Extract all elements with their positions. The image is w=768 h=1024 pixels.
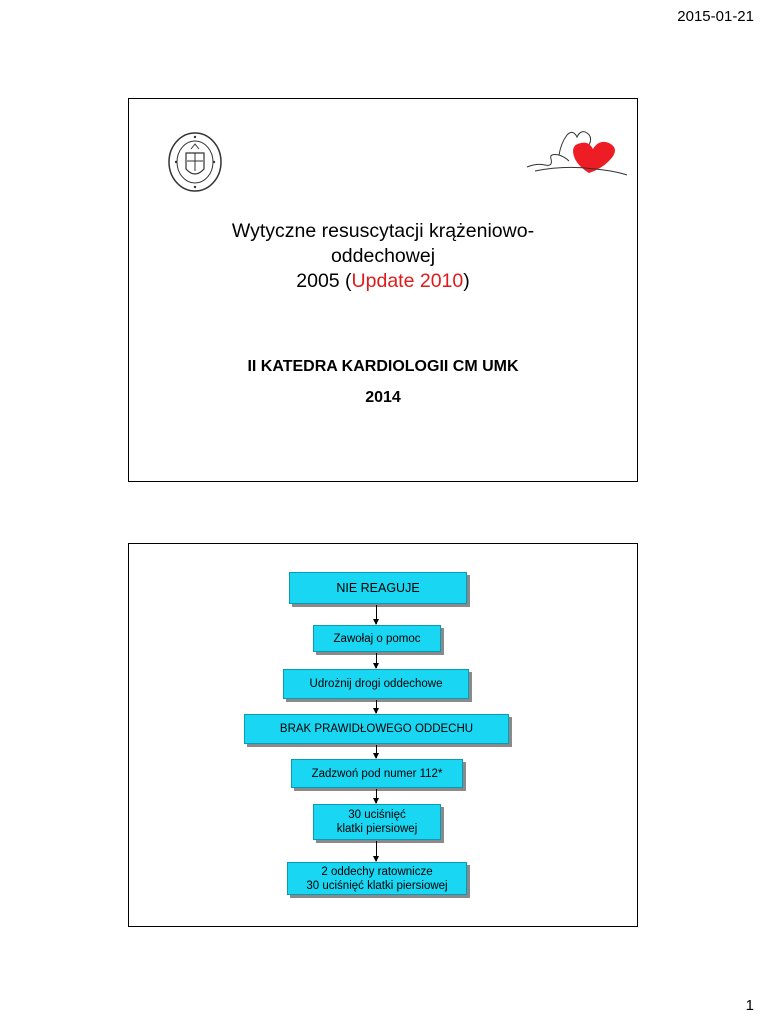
flow-arrow [376,700,377,713]
heart-logo-icon [525,129,629,181]
flow-step-label-line-1: 2 oddechy ratownicze [321,865,433,878]
title-line-3 [129,269,637,294]
flow-arrow [376,653,377,668]
flow-step-call-for-help [313,625,441,652]
flow-arrow [376,841,377,861]
title-line-1: Wytyczne resuscytacji krążeniowo- [231,220,535,242]
flow-step-call-112 [291,759,463,788]
flow-step-2-breaths [287,862,467,895]
flow-step-label: BRAK PRAWIDŁOWEGO ODDECHU [279,723,474,735]
page-number: 1 [745,997,754,1014]
slide-subtitle [129,351,637,413]
department-name: II KATEDRA KARDIOLOGII CM UMK [247,358,519,375]
flow-step-label: Zadzwoń pod numer 112* [311,767,443,780]
header-date: 2015-01-21 [677,8,754,25]
title-year: 2005 ( [296,270,352,292]
flow-step-30-compressions [313,804,441,840]
title-close-paren: ) [463,270,470,292]
flow-step-label: Udrożnij drogi oddechowe [309,678,443,690]
flow-step-label-line-2: klatki piersiowej [336,823,418,835]
flow-step-label-line-2: 30 uciśnięć klatki piersiowej [306,879,448,892]
flow-step-label-line-1: 30 uciśnięć [348,809,406,821]
subtitle-year: 2014 [365,389,401,406]
flow-step-no-normal-breathing [244,714,509,744]
flow-step-label: Zawołaj o pomoc [333,632,421,645]
flow-step-open-airway [283,669,469,699]
title-update: Update 2010 [351,270,464,292]
collegium-medicum-seal-icon [167,131,223,193]
flowchart-slide [128,543,638,927]
flow-step-unresponsive [289,572,467,604]
flow-step-label: NIE REAGUJE [336,581,420,595]
title-line-2: oddechowej [330,245,436,267]
flow-arrow [376,605,377,624]
title-slide [128,98,638,482]
flow-arrow [376,745,377,758]
flow-arrow [376,789,377,803]
slide-title [129,219,637,294]
